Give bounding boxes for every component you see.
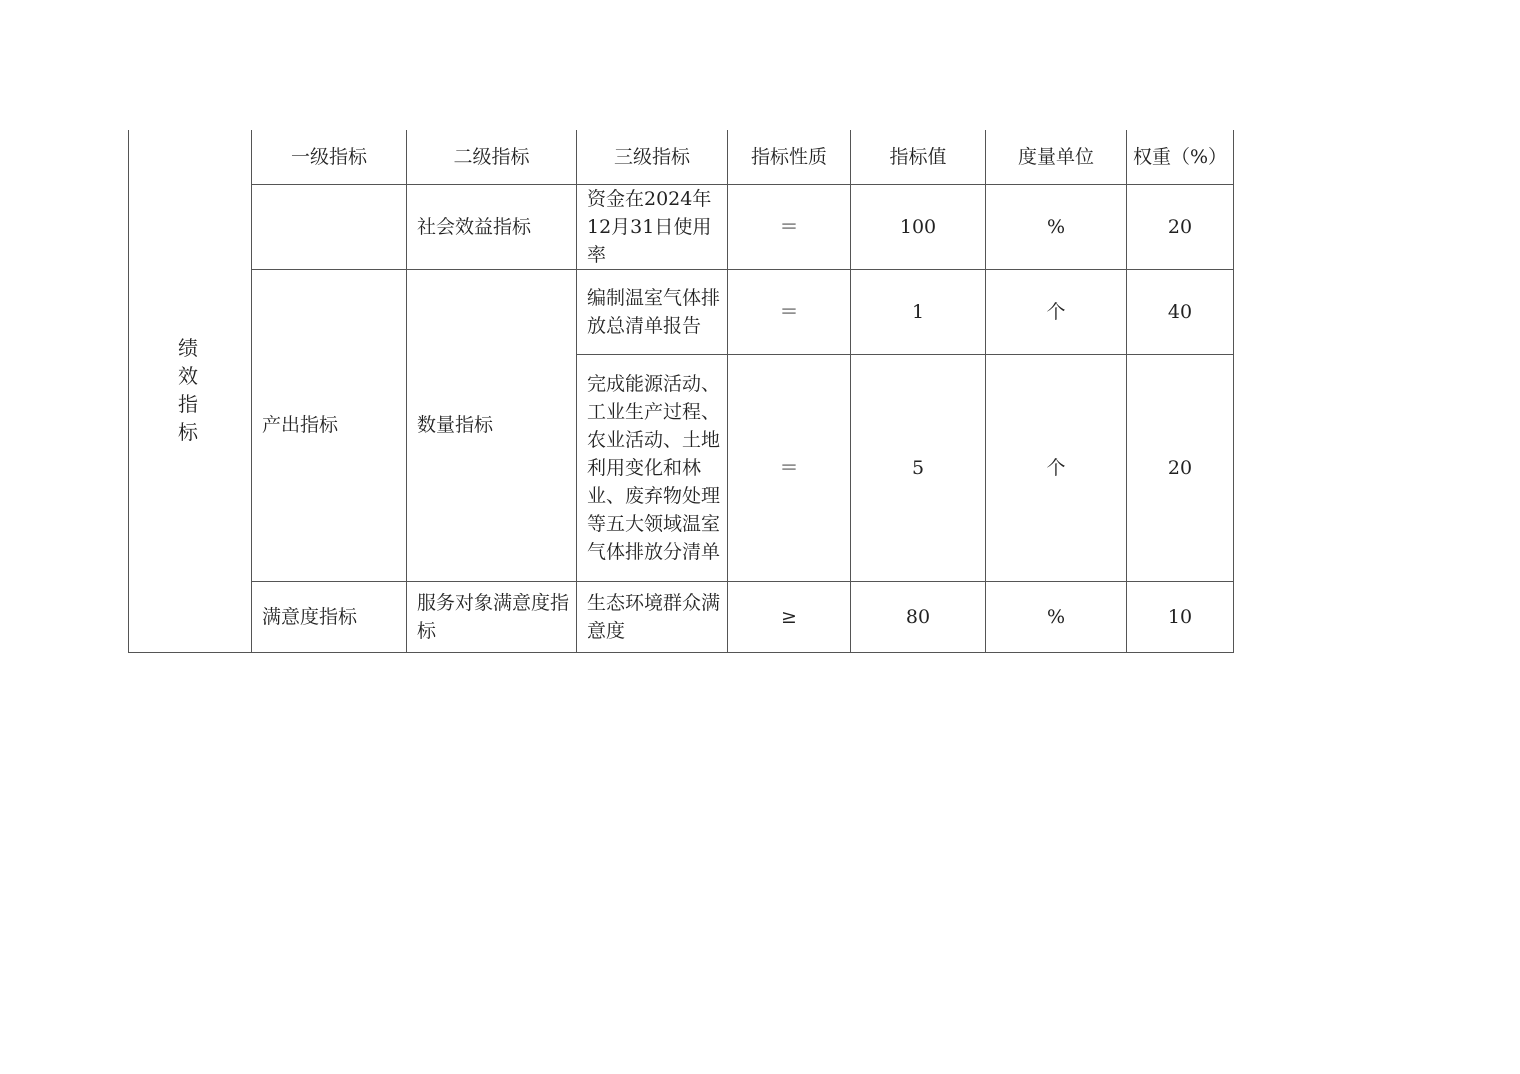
row4-level1: 满意度指标 [252,581,407,652]
row4-level3: 生态环境群众满意度 [577,581,728,652]
row1-level2: 社会效益指标 [407,184,577,269]
row4-unit: % [986,581,1127,652]
header-level2: 二级指标 [407,130,577,184]
header-level3: 三级指标 [577,130,728,184]
row1-level3: 资金在2024年12月31日使用率 [577,184,728,269]
row1-value: 100 [851,184,986,269]
row3-value: 5 [851,354,986,581]
header-unit: 度量单位 [986,130,1127,184]
header-value: 指标值 [851,130,986,184]
row2-nature: ＝ [728,269,851,354]
row2-level3: 编制温室气体排放总清单报告 [577,269,728,354]
row2-level1: 产出指标 [252,269,407,581]
row2-level2: 数量指标 [407,269,577,581]
table-row [129,581,1234,652]
row1-nature: ＝ [728,184,851,269]
row1-weight: 20 [1127,184,1234,269]
header-level1: 一级指标 [252,130,407,184]
row4-level2: 服务对象满意度指标 [407,581,577,652]
row4-weight: 10 [1127,581,1234,652]
row2-unit: 个 [986,269,1127,354]
performance-indicator-table [128,130,1234,653]
row1-unit: % [986,184,1127,269]
row3-level3: 完成能源活动、工业生产过程、农业活动、土地利用变化和林业、废弃物处理等五大领域温室气体排放分清单 [577,354,728,581]
row4-value: 80 [851,581,986,652]
table-header-row [129,130,1234,184]
group-label-cell [129,130,252,652]
row3-unit: 个 [986,354,1127,581]
header-nature: 指标性质 [728,130,851,184]
row3-nature: ＝ [728,354,851,581]
group-label: 绩效指标 [178,336,198,445]
row2-weight: 40 [1127,269,1234,354]
table-row [129,269,1234,354]
header-weight: 权重（%） [1127,130,1234,184]
row1-level1 [252,184,407,269]
table-row [129,184,1234,269]
row3-weight: 20 [1127,354,1234,581]
row2-value: 1 [851,269,986,354]
row4-nature: ≥ [728,581,851,652]
